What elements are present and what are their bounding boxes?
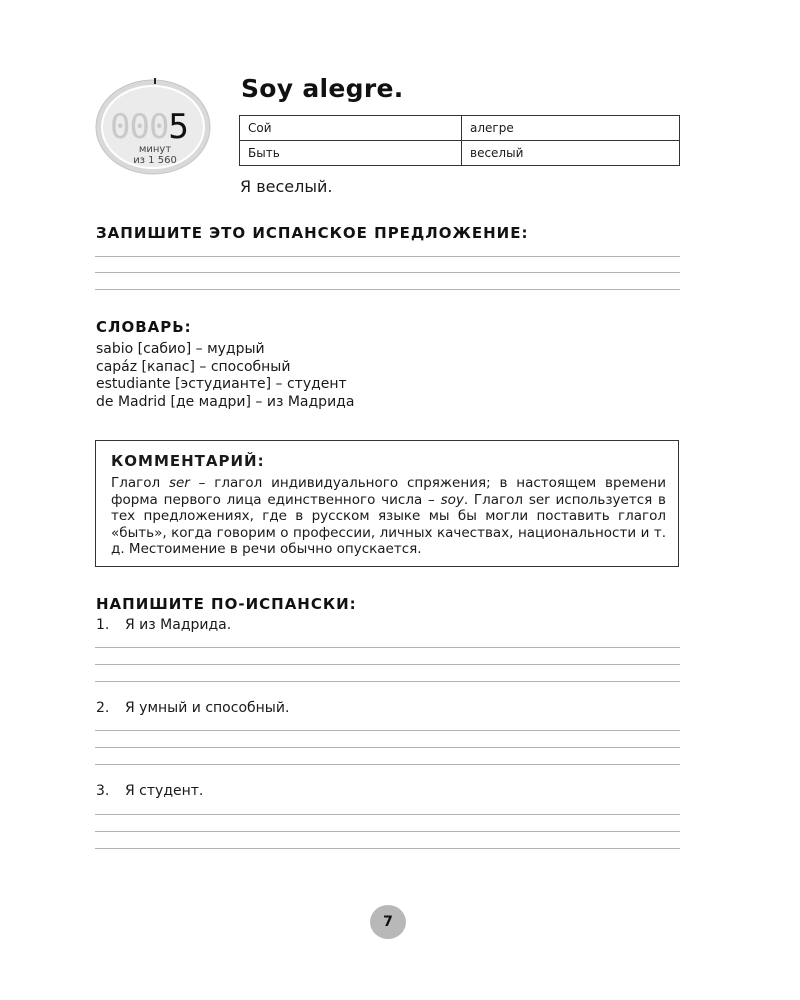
comment-text-part: Глагол [111, 475, 169, 491]
table-cell: веселый [462, 141, 680, 166]
table-cell: алегре [462, 116, 680, 141]
translation: Я веселый. [240, 177, 333, 196]
lesson-title: Soy alegre. [241, 74, 404, 103]
writing-line [95, 848, 680, 849]
timer-current-digit: 5 [168, 107, 188, 147]
writing-line [95, 681, 680, 682]
list-item: estudiante [эстудианте] – студент [96, 376, 347, 392]
write-heading: ЗАПИШИТЕ ЭТО ИСПАНСКОЕ ПРЕДЛОЖЕНИЕ: [96, 224, 529, 242]
writing-line [95, 664, 680, 665]
table-cell: Сой [240, 116, 462, 141]
writing-line [95, 730, 680, 731]
timer-caption [117, 144, 193, 166]
timer-ghost-digits: 000 [110, 107, 169, 147]
comment-text [111, 475, 666, 558]
dictionary-list [96, 341, 354, 411]
writing-line [95, 647, 680, 648]
pronunciation-table [239, 115, 680, 166]
writing-line [95, 289, 680, 290]
page-number: 7 [370, 905, 406, 939]
writing-line [95, 256, 680, 257]
timer-caption-line1: минут [138, 144, 172, 155]
writing-line [95, 764, 680, 765]
list-item: de Madrid [де мадри] – из Мадрида [96, 393, 355, 410]
exercise-item-number: 1. [96, 617, 110, 633]
table-row [240, 116, 680, 141]
table-cell: Быть [240, 141, 462, 166]
comment-term-soy: soy [440, 491, 464, 508]
comment-text-part: . Глагол ser используется в тех предложениях, где в русском языке мы бы могли поставить глагол «быть», когда говорим о профессии, личных качествах, национальности и т. д. Местоимение в речи обычно опускается. [111, 491, 666, 557]
exercise-item-number: 3. [96, 783, 110, 799]
exercise-item-text: Я умный и способный. [125, 700, 290, 716]
list-item: sabio [сабио] – мудрый [96, 341, 265, 357]
timer-caption-line2: из 1 560 [133, 155, 177, 166]
writing-line [95, 831, 680, 832]
writing-line [95, 814, 680, 815]
comment-term-ser: ser [168, 475, 190, 491]
comment-title: КОММЕНТАРИЙ: [111, 452, 265, 470]
writing-line [95, 747, 680, 748]
exercise-item-number: 2. [96, 700, 110, 716]
dictionary-heading: СЛОВАРЬ: [96, 318, 192, 336]
writing-line [95, 272, 680, 273]
list-item: capáz [капас] – способный [96, 358, 291, 375]
exercise-heading: НАПИШИТЕ ПО-ИСПАНСКИ: [96, 595, 357, 613]
comment-text-part: – глагол индивидуального спряжения; в настоящем времени форма первого лица единственного числа – [111, 475, 666, 508]
table-row [240, 141, 680, 166]
exercise-item-text: Я из Мадрида. [125, 617, 232, 633]
timer-digits [110, 107, 188, 147]
exercise-item-text: Я студент. [125, 783, 204, 799]
